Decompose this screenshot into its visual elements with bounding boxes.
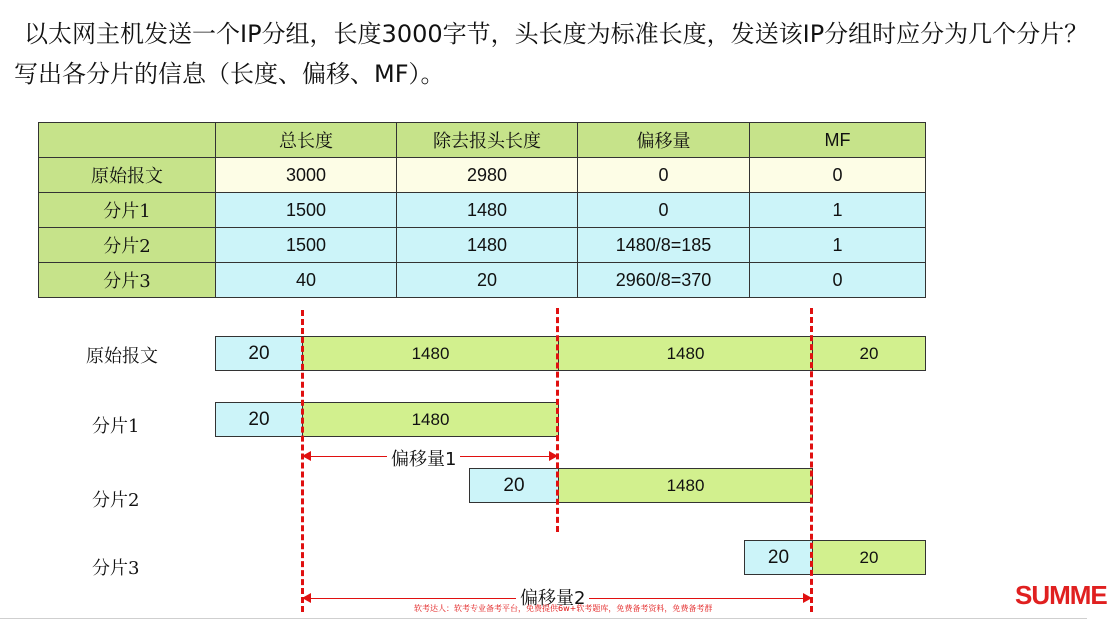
original-header-segment: 20 xyxy=(215,336,303,371)
boundary-dash-line-3 xyxy=(810,308,813,612)
cell-offset: 0 xyxy=(578,193,750,228)
row-label: 分片3 xyxy=(39,263,216,298)
brand-logo: SUMME xyxy=(1015,580,1107,610)
cell-total: 1500 xyxy=(216,193,397,228)
offset1-arrowhead-left-icon xyxy=(302,451,311,461)
header-total-length: 总长度 xyxy=(216,123,397,158)
bottom-divider xyxy=(0,618,1087,619)
frag2-data-segment: 1480 xyxy=(558,468,813,503)
frag2-header-segment: 20 xyxy=(469,468,559,503)
diagram-label-original: 原始报文 xyxy=(86,346,158,367)
cell-offset: 2960/8=370 xyxy=(578,263,750,298)
original-data-segment-3: 20 xyxy=(812,336,926,371)
original-data-segment-1: 1480 xyxy=(302,336,559,371)
header-offset: 偏移量 xyxy=(578,123,750,158)
cell-data-length: 1480 xyxy=(397,228,578,263)
frag3-data-segment: 20 xyxy=(812,540,926,575)
cell-offset: 0 xyxy=(578,158,750,193)
frag1-data-segment: 1480 xyxy=(302,402,559,437)
cell-mf: 1 xyxy=(750,228,926,263)
offset2-label: 偏移量2 xyxy=(516,584,589,610)
boundary-dash-line-1 xyxy=(301,310,304,612)
footer-note: 软考达人：软考专业备考平台，免费提供6w+软考题库，免费备考资料，免费备考群 xyxy=(414,604,713,613)
frag1-header-segment: 20 xyxy=(215,402,303,437)
offset2-arrowhead-right-icon xyxy=(803,593,812,603)
row-label: 原始报文 xyxy=(39,158,216,193)
row-label: 分片2 xyxy=(39,228,216,263)
cell-data-length: 20 xyxy=(397,263,578,298)
offset1-label: 偏移量1 xyxy=(387,445,460,471)
cell-mf: 0 xyxy=(750,158,926,193)
offset1-arrowhead-right-icon xyxy=(549,451,558,461)
header-mf: MF xyxy=(750,123,926,158)
cell-mf: 1 xyxy=(750,193,926,228)
cell-mf: 0 xyxy=(750,263,926,298)
header-data-length: 除去报头长度 xyxy=(397,123,578,158)
cell-data-length: 2980 xyxy=(397,158,578,193)
cell-data-length: 1480 xyxy=(397,193,578,228)
cell-total: 3000 xyxy=(216,158,397,193)
diagram-label-frag2: 分片2 xyxy=(92,490,140,511)
question-line-2: 写出各分片的信息（长度、偏移、MF）。 xyxy=(14,60,445,88)
cell-total: 40 xyxy=(216,263,397,298)
diagram-label-frag1: 分片1 xyxy=(92,416,140,437)
cell-total: 1500 xyxy=(216,228,397,263)
diagram-label-frag3: 分片3 xyxy=(92,558,140,579)
offset2-arrowhead-left-icon xyxy=(302,593,311,603)
cell-offset: 1480/8=185 xyxy=(578,228,750,263)
question-line-1: 以太网主机发送一个IP分组，长度3000字节，头长度为标准长度，发送该IP分组时应分为几个分片？ xyxy=(24,20,1089,48)
original-data-segment-2: 1480 xyxy=(558,336,813,371)
frag3-header-segment: 20 xyxy=(744,540,813,575)
boundary-dash-line-2 xyxy=(556,308,559,532)
row-label: 分片1 xyxy=(39,193,216,228)
